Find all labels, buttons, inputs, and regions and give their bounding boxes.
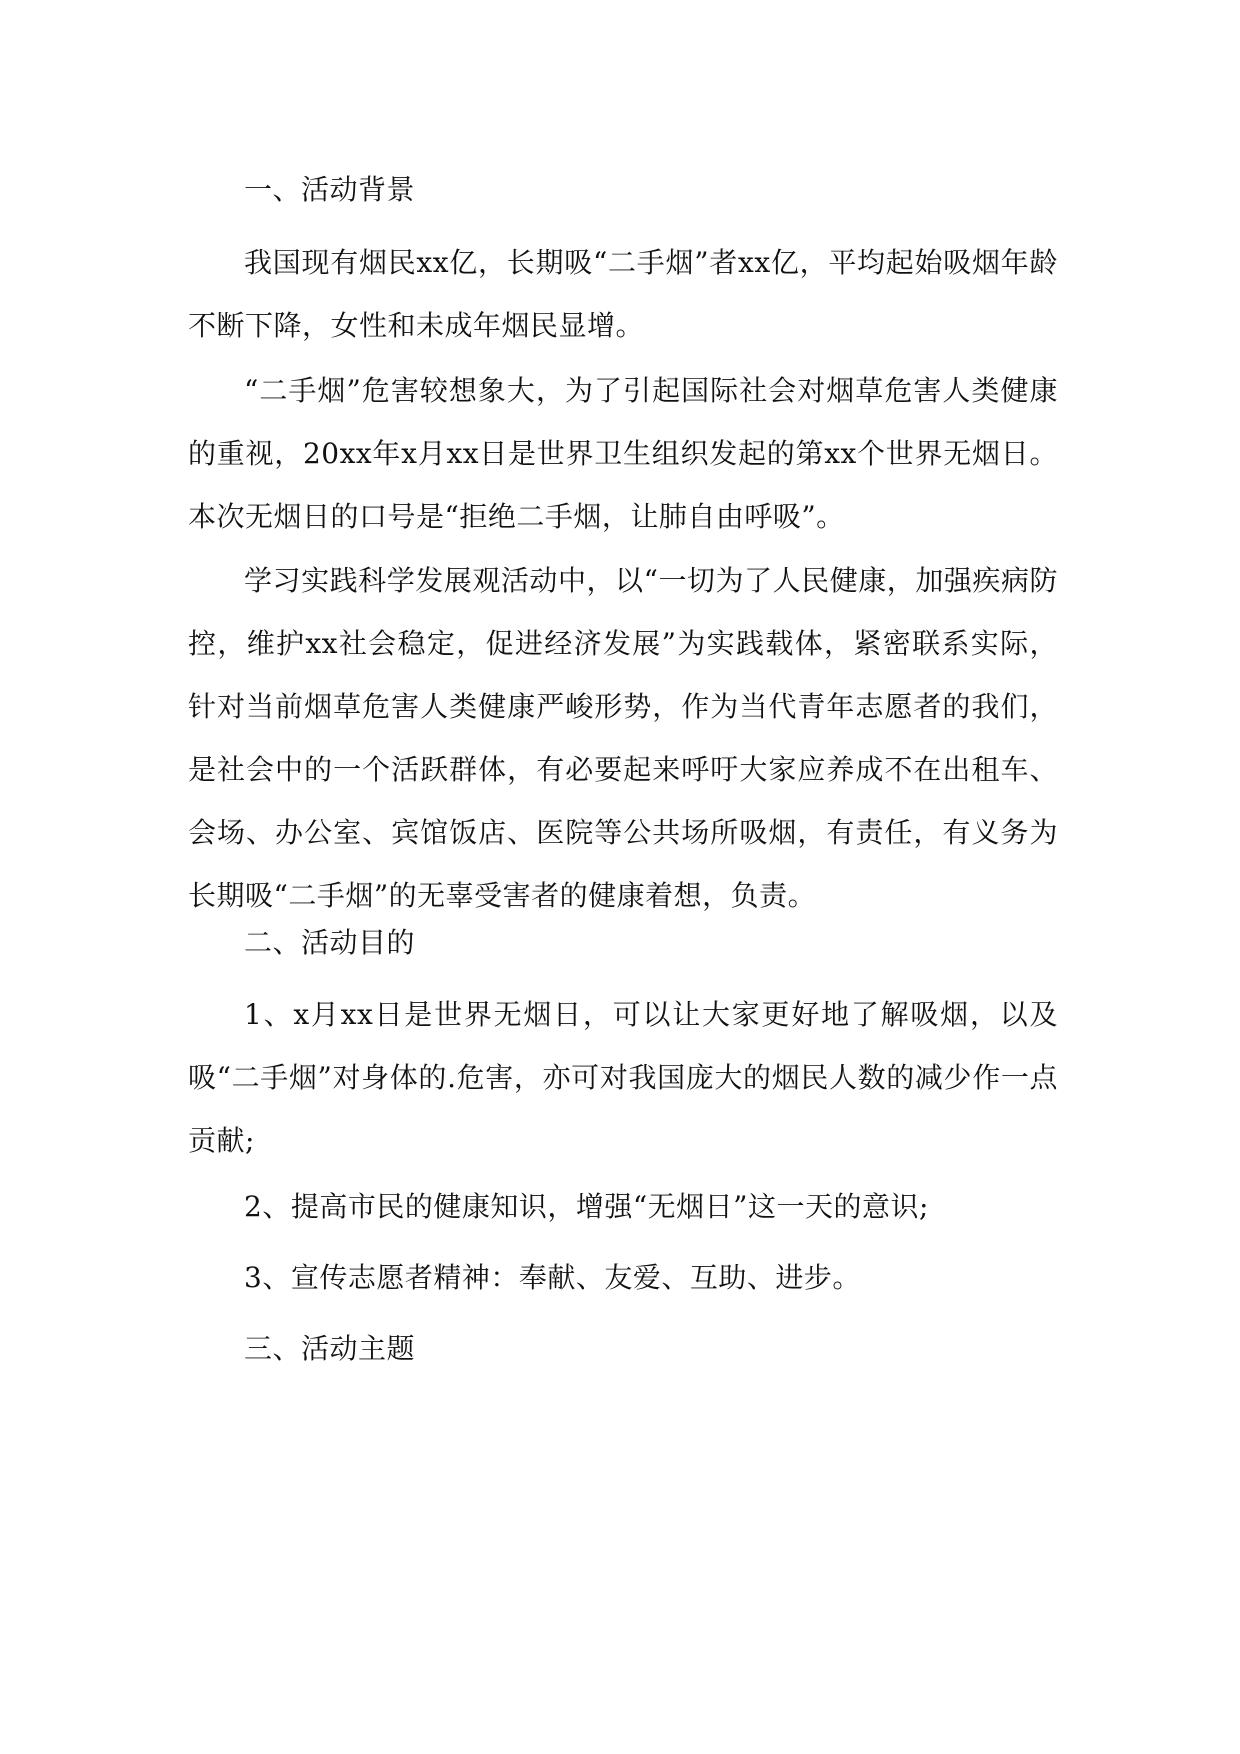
list-item-text: 3、宣传志愿者精神：奉献、友爱、互助、进步。 — [244, 1261, 861, 1294]
list-item-text: 1、x月xx日是世界无烟日，可以让大家更好地了解吸烟，以及吸“二手烟”对身体的.危害，亦可对我国庞大的烟民人数的减少作一点贡献; — [188, 998, 1058, 1157]
list-item-purpose-1 — [188, 983, 1058, 1172]
paragraph-volunteer-call — [188, 549, 1058, 927]
heading-text: 三、活动主题 — [244, 1332, 416, 1365]
heading-text: 二、活动目的 — [244, 926, 416, 959]
section-heading-background — [188, 158, 1058, 221]
paragraph-text: 我国现有烟民xx亿，长期吸“二手烟”者xx亿，平均起始吸烟年龄不断下降，女性和未成年烟民显增。 — [188, 246, 1058, 342]
section-heading-purpose — [188, 911, 1058, 974]
section-heading-theme — [188, 1317, 1058, 1380]
heading-text: 一、活动背景 — [244, 173, 416, 206]
paragraph-smoker-stats — [188, 231, 1058, 357]
list-item-purpose-3 — [188, 1246, 1058, 1309]
paragraph-text: “二手烟”危害较想象大，为了引起国际社会对烟草危害人类健康的重视，20xx年x月xx日是世界卫生组织发起的第xx个世界无烟日。本次无烟日的口号是“拒绝二手烟，让肺自由呼吸”。 — [188, 374, 1058, 533]
paragraph-text: 学习实践科学发展观活动中，以“一切为了人民健康，加强疾病防控，维护xx社会稳定，促进经济发展”为实践载体，紧密联系实际，针对当前烟草危害人类健康严峻形势，作为当代青年志愿者的我们，是社会中的一个活跃群体，有必要起来呼吁大家应养成不在出租车、会场、办公室、宾馆饭店、医院等公共场所吸烟，有责任，有义务为长期吸“二手烟”的无辜受害者的健康着想，负责。 — [188, 564, 1058, 912]
list-item-text: 2、提高市民的健康知识，增强“无烟日”这一天的意识; — [244, 1190, 929, 1223]
paragraph-world-no-tobacco-day — [188, 359, 1058, 548]
list-item-purpose-2 — [188, 1175, 1058, 1238]
